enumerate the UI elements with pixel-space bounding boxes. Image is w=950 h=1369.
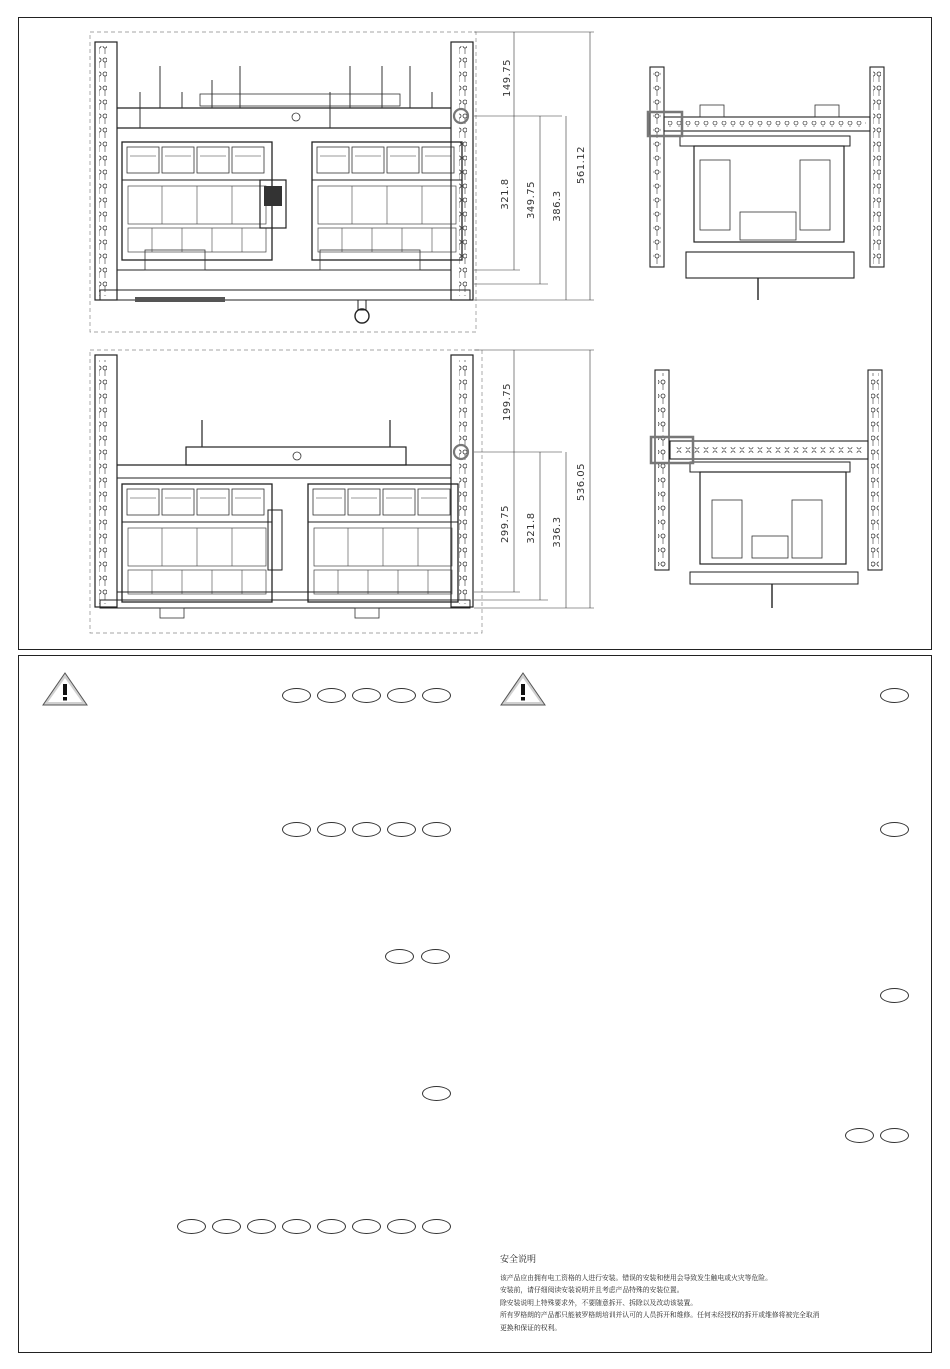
safety-line: 所有罗格朗的产品都只能被罗格朗培训并认可的人员拆开和维修。任何未经授权的拆开或维修将被完全取消 xyxy=(500,1311,820,1320)
dimension-label: 561.12 xyxy=(576,146,587,184)
dimension-label: 321.8 xyxy=(526,512,537,544)
language-badge-icon xyxy=(282,688,311,703)
safety-title: 安全说明 xyxy=(500,1255,537,1265)
language-badge-icon xyxy=(421,949,450,964)
language-badge-icon xyxy=(387,688,416,703)
safety-line: 更换和保证的权利。 xyxy=(500,1323,562,1332)
dimension-label: 321.8 xyxy=(500,178,511,210)
top-front-drawing xyxy=(90,32,594,332)
language-badge-icon xyxy=(387,1219,416,1234)
language-badge-icon xyxy=(422,1219,451,1234)
language-badge-icon xyxy=(422,1086,451,1101)
language-badge-icon xyxy=(880,988,909,1003)
language-badge-icon xyxy=(352,822,381,837)
safety-line: 安装前，请仔细阅读安装说明并且考虑产品特殊的安装位置。 xyxy=(500,1286,684,1295)
language-badge-icon xyxy=(352,1219,381,1234)
language-badge-icon xyxy=(317,688,346,703)
language-badge-icon xyxy=(880,822,909,837)
language-badge-icon xyxy=(422,822,451,837)
dimension-label: 336.3 xyxy=(552,516,563,548)
safety-instructions xyxy=(500,1252,920,1334)
bottom-side-view xyxy=(651,370,882,608)
language-badge-icon xyxy=(177,1219,206,1234)
language-badge-icon xyxy=(422,688,451,703)
top-side-view xyxy=(648,67,884,300)
dimension-label: 199.75 xyxy=(502,383,513,421)
warning-triangle-icon xyxy=(500,672,546,706)
safety-line: 该产品应由拥有电工资格的人进行安装。错误的安装和使用会导致发生触电或火灾等危险。 xyxy=(500,1274,772,1282)
safety-line: 除安装说明上特殊要求外，不要随意拆开、拆除以及改动该装置。 xyxy=(500,1298,698,1307)
dimension-label: 149.75 xyxy=(502,59,513,97)
language-badge-icon xyxy=(385,949,414,964)
warning-triangle-icon xyxy=(42,672,88,706)
dimension-label: 536.05 xyxy=(576,463,587,501)
instructions-panel xyxy=(18,655,932,1353)
language-badge-icon xyxy=(317,1219,346,1234)
dimension-label: 349.75 xyxy=(526,181,537,219)
language-badge-icon xyxy=(880,688,909,703)
language-badge-icon xyxy=(845,1128,874,1143)
dimension-label: 386.3 xyxy=(552,190,563,222)
language-badge-icon xyxy=(880,1128,909,1143)
technical-drawings xyxy=(0,0,950,650)
dimension-label: 299.75 xyxy=(500,505,511,543)
language-badge-icon xyxy=(247,1219,276,1234)
language-badge-icon xyxy=(282,822,311,837)
language-badge-icon xyxy=(387,822,416,837)
language-badge-icon xyxy=(317,822,346,837)
language-badge-icon xyxy=(282,1219,311,1234)
bottom-front-drawing xyxy=(90,350,594,633)
language-badge-icon xyxy=(212,1219,241,1234)
language-badge-icon xyxy=(352,688,381,703)
